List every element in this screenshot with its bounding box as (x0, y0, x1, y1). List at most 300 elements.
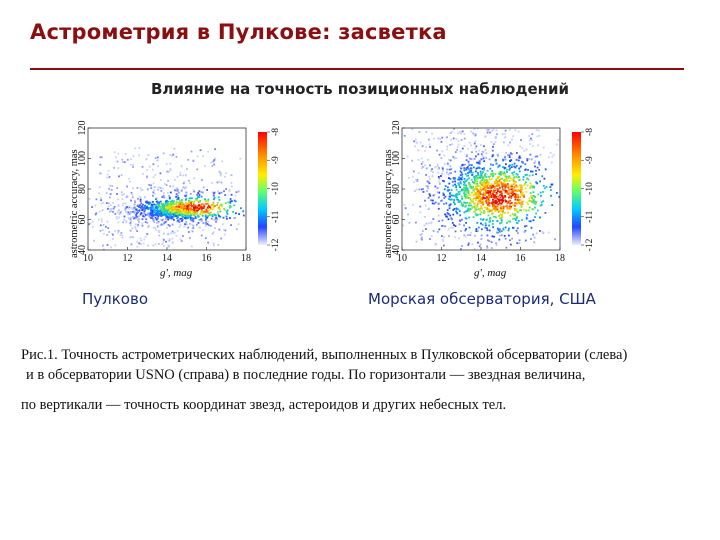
y-axis-label: astrometric accuracy, mas (383, 149, 394, 258)
heatmap-point (495, 178, 497, 180)
heatmap-point (191, 246, 193, 248)
heatmap-point (486, 185, 488, 187)
heatmap-point (500, 197, 502, 199)
heatmap-point (204, 165, 206, 167)
heatmap-point (449, 192, 451, 194)
heatmap-point (96, 198, 98, 200)
heatmap-point (502, 216, 504, 218)
heatmap-point (219, 216, 221, 218)
heatmap-point (121, 159, 123, 161)
heatmap-point (127, 159, 129, 161)
heatmap-point (550, 195, 552, 197)
heatmap-point (143, 239, 145, 241)
heatmap-point (496, 232, 498, 234)
heatmap-point (139, 205, 141, 207)
heatmap-point (480, 223, 482, 225)
heatmap-point (161, 243, 163, 245)
heatmap-point (201, 191, 203, 193)
heatmap-point (112, 234, 114, 236)
heatmap-point (506, 177, 508, 179)
heatmap-point (487, 239, 489, 241)
heatmap-point (534, 207, 536, 209)
heatmap-point (135, 214, 137, 216)
heatmap-point (207, 201, 209, 203)
heatmap-point (502, 183, 504, 185)
heatmap-point (167, 180, 169, 182)
heatmap-point (216, 204, 218, 206)
heatmap-point (169, 212, 171, 214)
heatmap-point (443, 245, 445, 247)
heatmap-point (157, 160, 159, 162)
heatmap-point (504, 212, 506, 214)
heatmap-point (231, 194, 233, 196)
heatmap-point (534, 160, 536, 162)
heatmap-point (504, 235, 506, 237)
heatmap-point (465, 205, 467, 207)
heatmap-point (189, 223, 191, 225)
heatmap-point (530, 154, 532, 156)
heatmap-point (201, 196, 203, 198)
heatmap-point (531, 201, 533, 203)
heatmap-point (163, 192, 165, 194)
heatmap-point (497, 155, 499, 157)
heatmap-point (434, 167, 436, 169)
heatmap-point (150, 208, 152, 210)
heatmap-point (444, 188, 446, 190)
heatmap-point (187, 227, 189, 229)
heatmap-point (528, 210, 530, 212)
heatmap-point (200, 149, 202, 151)
heatmap-point (531, 227, 533, 229)
colorbar (258, 132, 267, 245)
heatmap-point (225, 202, 227, 204)
heatmap-point (179, 214, 181, 216)
heatmap-point (489, 187, 491, 189)
heatmap-point (524, 231, 526, 233)
heatmap-point (153, 189, 155, 191)
heatmap-point (556, 192, 558, 194)
heatmap-point (454, 181, 456, 183)
heatmap-point (467, 172, 469, 174)
heatmap-point (420, 212, 422, 214)
heatmap-point (439, 183, 441, 185)
heatmap-point (523, 176, 525, 178)
heatmap-point (501, 234, 503, 236)
heatmap-point (168, 246, 170, 248)
heatmap-point (505, 130, 507, 132)
heatmap-point (444, 214, 446, 216)
heatmap-point (462, 148, 464, 150)
heatmap-point (516, 152, 518, 154)
heatmap-point (496, 129, 498, 131)
heatmap-point (446, 136, 448, 138)
y-tick-label: 40 (391, 245, 402, 255)
heatmap-point (209, 206, 211, 208)
heatmap-point (196, 212, 198, 214)
heatmap-point (168, 171, 170, 173)
y-tick-label: 80 (77, 184, 88, 194)
heatmap-point (469, 158, 471, 160)
heatmap-point (509, 206, 511, 208)
heatmap-point (452, 222, 454, 224)
heatmap-point (179, 221, 181, 223)
heatmap-point (198, 192, 200, 194)
heatmap-point (537, 210, 539, 212)
heatmap-point (221, 161, 223, 163)
heatmap-point (130, 217, 132, 219)
heatmap-point (141, 206, 143, 208)
heatmap-point (238, 213, 240, 215)
heatmap-point (501, 220, 503, 222)
heatmap-point (459, 210, 461, 212)
heatmap-point (215, 221, 217, 223)
heatmap-point (184, 212, 186, 214)
heatmap-point (145, 201, 147, 203)
heatmap-point (488, 215, 490, 217)
heatmap-point (164, 183, 166, 185)
heatmap-point (202, 206, 204, 208)
heatmap-point (550, 152, 552, 154)
heatmap-point (122, 237, 124, 239)
heatmap-point (176, 206, 178, 208)
heatmap-point (534, 196, 536, 198)
heatmap-point (435, 186, 437, 188)
heatmap-point (179, 224, 181, 226)
heatmap-point (436, 150, 438, 152)
heatmap-point (153, 221, 155, 223)
heatmap-point (517, 197, 519, 199)
heatmap-point (520, 166, 522, 168)
heatmap-point (489, 185, 491, 187)
x-tick-label: 12 (436, 253, 447, 264)
heatmap-point (469, 197, 471, 199)
heatmap-point (200, 207, 202, 209)
heatmap-point (195, 216, 197, 218)
heatmap-point (473, 216, 475, 218)
heatmap-point (117, 167, 119, 169)
heatmap-point (216, 219, 218, 221)
heatmap-point (183, 226, 185, 228)
heatmap-point (168, 216, 170, 218)
heatmap-point (191, 209, 193, 211)
heatmap-point (504, 133, 506, 135)
heatmap-point (114, 151, 116, 153)
heatmap-point (528, 198, 530, 200)
heatmap-point (161, 206, 163, 208)
heatmap-point (416, 241, 418, 243)
heatmap-point (521, 186, 523, 188)
heatmap-point (193, 207, 195, 209)
heatmap-point (165, 210, 167, 212)
heatmap-point (500, 214, 502, 216)
heatmap-point (497, 208, 499, 210)
heatmap-point (506, 179, 508, 181)
heatmap-point (98, 219, 100, 221)
heatmap-point (472, 133, 474, 135)
heatmap-point (467, 208, 469, 210)
heatmap-point (460, 174, 462, 176)
heatmap-point (469, 227, 471, 229)
heatmap-point (482, 155, 484, 157)
heatmap-point (496, 163, 498, 165)
heatmap-point (483, 167, 485, 169)
heatmap-point (489, 132, 491, 134)
heatmap-point (530, 171, 532, 173)
heatmap-point (508, 190, 510, 192)
heatmap-point (114, 230, 116, 232)
heatmap-point (155, 206, 157, 208)
heatmap-point (475, 230, 477, 232)
heatmap-point (475, 151, 477, 153)
heatmap-point (224, 194, 226, 196)
heatmap-point (494, 183, 496, 185)
heatmap-point (196, 210, 198, 212)
heatmap-point (476, 228, 478, 230)
heatmap-point (488, 182, 490, 184)
heatmap-point (101, 218, 103, 220)
heatmap-points-pulkovo (88, 147, 244, 251)
heatmap-point (99, 186, 101, 188)
heatmap-point (472, 174, 474, 176)
heatmap-point (138, 216, 140, 218)
heatmap-point (428, 139, 430, 141)
heatmap-point (513, 180, 515, 182)
heatmap-point (140, 203, 142, 205)
heatmap-point (485, 174, 487, 176)
heatmap-point (486, 219, 488, 221)
heatmap-point (444, 163, 446, 165)
heatmap-point (139, 147, 141, 149)
heatmap-point (474, 179, 476, 181)
heatmap-point (499, 191, 501, 193)
heatmap-point (420, 234, 422, 236)
heatmap-point (425, 146, 427, 148)
heatmap-point (487, 204, 489, 206)
heatmap-point (533, 199, 535, 201)
heatmap-point (203, 222, 205, 224)
heatmap-point (129, 213, 131, 215)
heatmap-point (534, 237, 536, 239)
heatmap-point (487, 235, 489, 237)
heatmap-point (130, 164, 132, 166)
heatmap-point (175, 196, 177, 198)
heatmap-point (174, 148, 176, 150)
heatmap-point (471, 187, 473, 189)
heatmap-point (510, 191, 512, 193)
heatmap-point (482, 194, 484, 196)
heatmap-point (450, 139, 452, 141)
heatmap-point (155, 204, 157, 206)
heatmap-point (475, 133, 477, 135)
heatmap-point (428, 208, 430, 210)
heatmap-point (205, 211, 207, 213)
heatmap-point (507, 202, 509, 204)
heatmap-point (176, 213, 178, 215)
heatmap-point (415, 179, 417, 181)
heatmap-point (456, 138, 458, 140)
heatmap-point (166, 227, 168, 229)
heatmap-point (211, 165, 213, 167)
heatmap-point (452, 227, 454, 229)
heatmap-point (154, 186, 156, 188)
colorbar-tick-label: -8 (585, 128, 595, 136)
heatmap-point (142, 166, 144, 168)
heatmap-point (117, 212, 119, 214)
heatmap-point (125, 203, 127, 205)
heatmap-point (451, 199, 453, 201)
heatmap-point (474, 158, 476, 160)
heatmap-point (540, 195, 542, 197)
heatmap-point (498, 199, 500, 201)
heatmap-point (102, 229, 104, 231)
heatmap-point (130, 222, 132, 224)
heatmap-point (538, 169, 540, 171)
heatmap-point (220, 204, 222, 206)
heatmap-point (457, 179, 459, 181)
heatmap-point (91, 206, 93, 208)
heatmap-point (476, 222, 478, 224)
heatmap-point (505, 247, 507, 249)
heatmap-point (502, 199, 504, 201)
heatmap-point (128, 211, 130, 213)
heatmap-point (207, 203, 209, 205)
heatmap-point (107, 174, 109, 176)
heatmap-point (166, 163, 168, 165)
heatmap-point (130, 218, 132, 220)
heatmap-point (505, 152, 507, 154)
heatmap-point (454, 208, 456, 210)
heatmap-point (514, 208, 516, 210)
heatmap-point (534, 202, 536, 204)
heatmap-point (442, 170, 444, 172)
heatmap-point (193, 205, 195, 207)
x-tick-label: 12 (122, 253, 133, 264)
heatmap-point (470, 194, 472, 196)
heatmap-point (100, 230, 102, 232)
heatmap-point (464, 164, 466, 166)
heatmap-point (432, 200, 434, 202)
heatmap-point (187, 159, 189, 161)
heatmap-point (130, 158, 132, 160)
heatmap-point (491, 202, 493, 204)
heatmap-point (202, 229, 204, 231)
heatmap-point (481, 189, 483, 191)
heatmap-point (526, 160, 528, 162)
heatmap-point (437, 192, 439, 194)
heatmap-point (531, 159, 533, 161)
heatmap-point (536, 232, 538, 234)
heatmap-point (235, 195, 237, 197)
heatmap-point (205, 214, 207, 216)
y-axis-label: astrometric accuracy, mas (69, 149, 80, 258)
heatmap-point (450, 203, 452, 205)
heatmap-point (530, 182, 532, 184)
heatmap-point (454, 157, 456, 159)
heatmap-point (489, 196, 491, 198)
heatmap-point (158, 186, 160, 188)
heatmap-point (450, 168, 452, 170)
heatmap-point (110, 208, 112, 210)
y-tick-label: 60 (77, 214, 88, 225)
heatmap-point (156, 198, 158, 200)
heatmap-point (511, 172, 513, 174)
heatmap-point (181, 201, 183, 203)
heatmap-point (152, 169, 154, 171)
heatmap-point (525, 209, 527, 211)
heatmap-point (476, 175, 478, 177)
heatmap-point (537, 144, 539, 146)
heatmap-point (523, 196, 525, 198)
heatmap-point (473, 191, 475, 193)
heatmap-point (495, 201, 497, 203)
heatmap-point (488, 199, 490, 201)
heatmap-point (211, 214, 213, 216)
heatmap-point (526, 149, 528, 151)
heatmap-point (457, 146, 459, 148)
heatmap-point (161, 224, 163, 226)
heatmap-point (522, 204, 524, 206)
heatmap-point (459, 186, 461, 188)
heatmap-point (543, 147, 545, 149)
heatmap-point (424, 216, 426, 218)
heatmap-point (193, 189, 195, 191)
heatmap-point (465, 184, 467, 186)
heatmap-point (511, 164, 513, 166)
heatmap-point (155, 214, 157, 216)
heatmap-point (486, 198, 488, 200)
heatmap-point (218, 197, 220, 199)
heatmap-point (138, 221, 140, 223)
heatmap-point (218, 207, 220, 209)
heatmap-point (517, 232, 519, 234)
heatmap-point (499, 165, 501, 167)
heatmap-point (522, 162, 524, 164)
heatmap-point (191, 151, 193, 153)
heatmap-point (208, 212, 210, 214)
heatmap-point (184, 210, 186, 212)
colorbar-tick-label: -12 (271, 238, 281, 252)
heatmap-point (539, 217, 541, 219)
heatmap-point (152, 201, 154, 203)
heatmap-point (108, 202, 110, 204)
heatmap-point (135, 224, 137, 226)
heatmap-point (463, 184, 465, 186)
heatmap-point (458, 183, 460, 185)
heatmap-point (155, 243, 157, 245)
heatmap-point (509, 180, 511, 182)
heatmap-point (451, 143, 453, 145)
heatmap-point (231, 185, 233, 187)
heatmap-point (492, 146, 494, 148)
heatmap-point (444, 226, 446, 228)
heatmap-point (215, 215, 217, 217)
heatmap-point (425, 174, 427, 176)
heatmap-point (182, 204, 184, 206)
heatmap-point (478, 208, 480, 210)
heatmap-point (499, 228, 501, 230)
heatmap-point (499, 231, 501, 233)
heatmap-point (469, 210, 471, 212)
heatmap-point (492, 164, 494, 166)
heatmap-point (213, 195, 215, 197)
heatmap-point (521, 192, 523, 194)
heatmap-point (484, 211, 486, 213)
heatmap-point (167, 233, 169, 235)
heatmap-point (428, 222, 430, 224)
heatmap-point (422, 188, 424, 190)
heatmap-point (110, 210, 112, 212)
heatmap-point (128, 205, 130, 207)
